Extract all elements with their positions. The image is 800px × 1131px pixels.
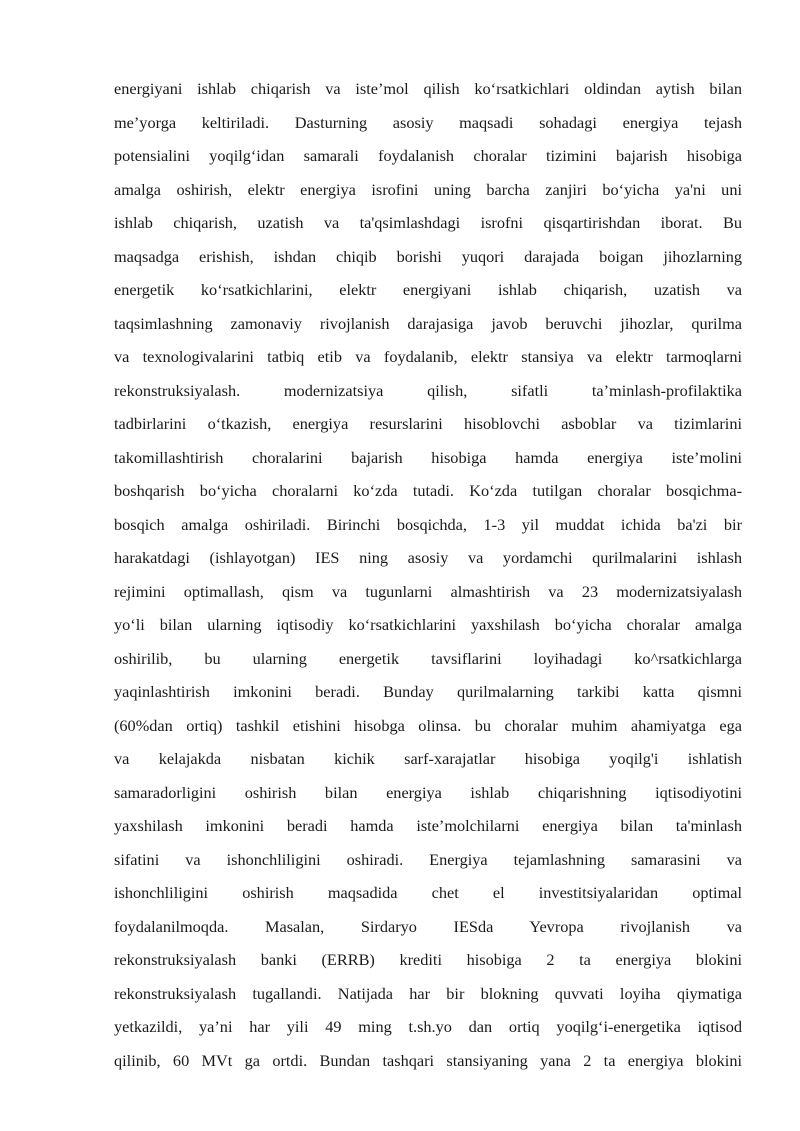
text-line: qilinib, 60 MVt ga ortdi. Bundan tashqari stansiyaning yana 2 ta energiya blokini [114, 1050, 742, 1070]
text-line: boshqarish bo‘yicha choralarni ko‘zda tutadi. Ko‘zda tutilgan choralar bosqichma- [114, 481, 742, 500]
text-line: rekonstruksiyalash. modernizatsiya qilish, sifatli ta’minlash-profilaktika [114, 380, 742, 400]
text-line: rekonstruksiyalash banki (ERRB) krediti hisobiga 2 ta energiya blokini [114, 950, 742, 969]
text-line: amalga oshirish, elektr energiya isrofini uning barcha zanjiri bo‘yicha ya'ni uni [114, 179, 742, 199]
text-line: energetik ko‘rsatkichlarini, elektr energiyani ishlab chiqarish, uzatish va [114, 280, 742, 299]
text-line: foydalanilmoqda. Masalan, Sirdaryo IESda Yevropa rivojlanish va [114, 916, 742, 936]
text-line: yaxshilash imkonini beradi hamda iste’molchilarni energiya bilan ta'minlash [114, 816, 742, 835]
text-line: harakatdagi (ishlayotgan) IES ning asosiy va yordamchi qurilmalarini ishlash [114, 548, 742, 567]
text-line: taqsimlashning zamonaviy rivojlanish darajasiga javob beruvchi jihozlar, qurilma [114, 313, 742, 333]
text-line: va texnologivalarini tatbiq etib va foydalanib, elektr stansiya va elektr tarmoqlarni [114, 347, 742, 366]
text-line: yo‘li bilan ularning iqtisodiy ko‘rsatkichlarini yaxshilash bo‘yicha choralar amalga [114, 615, 742, 634]
text-line: ishlab chiqarish, uzatish va ta'qsimlashdagi isrofni qisqartirishdan iborat. Bu [114, 213, 742, 232]
text-line: energiyani ishlab chiqarish va iste’mol qilish ko‘rsatkichlari oldindan aytish bilan [114, 79, 742, 98]
text-line: oshirilib, bu ularning energetik tavsiflarini loyihadagi ko^rsatkichlarga [114, 648, 742, 668]
text-line: maqsadga erishish, ishdan chiqib borishi yuqori darajada boigan jihozlarning [114, 246, 742, 266]
text-line: tadbirlarini o‘tkazish, energiya resurslarini hisoblovchi asboblar va tizimlarini [114, 414, 742, 433]
text-line: sifatini va ishonchliligini oshiradi. Energiya tejamlashning samarasini va [114, 849, 742, 869]
text-line: ishonchliligini oshirish maqsadida chet el investitsiyalaridan optimal [114, 883, 742, 902]
text-line: rejimini optimallash, qism va tugunlarni almashtirish va 23 modernizatsiyalash [114, 581, 742, 601]
text-line: yaqinlashtirish imkonini beradi. Bunday qurilmalarning tarkibi katta qismni [114, 682, 742, 701]
text-line: va kelajakda nisbatan kichik sarf-xarajatlar hisobiga yoqilg'i ishlatish [114, 749, 742, 768]
text-line: yetkazildi, ya’ni har yili 49 ming t.sh.yo dan ortiq yoqilg‘i-energetika iqtisod [114, 1017, 742, 1036]
text-line: takomillashtirish choralarini bajarish hisobiga hamda energiya iste’molini [114, 447, 742, 467]
body-paragraph [114, 72, 742, 1077]
text-line: potensialini yoqilg‘idan samarali foydalanish choralar tizimini bajarish hisobiga [114, 146, 742, 165]
text-line: me’yorga keltiriladi. Dasturning asosiy maqsadi sohadagi energiya tejash [114, 112, 742, 132]
text-line: samaradorligini oshirish bilan energiya ishlab chiqarishning iqtisodiyotini [114, 782, 742, 802]
text-line: bosqich amalga oshiriladi. Birinchi bosqichda, 1-3 yil muddat ichida ba'zi bir [114, 514, 742, 534]
text-line: (60%dan ortiq) tashkil etishini hisobga olinsa. bu choralar muhim ahamiyatga ega [114, 715, 742, 735]
text-line: rekonstruksiyalash tugallandi. Natijada har bir blokning quvvati loyiha qiymatiga [114, 983, 742, 1003]
